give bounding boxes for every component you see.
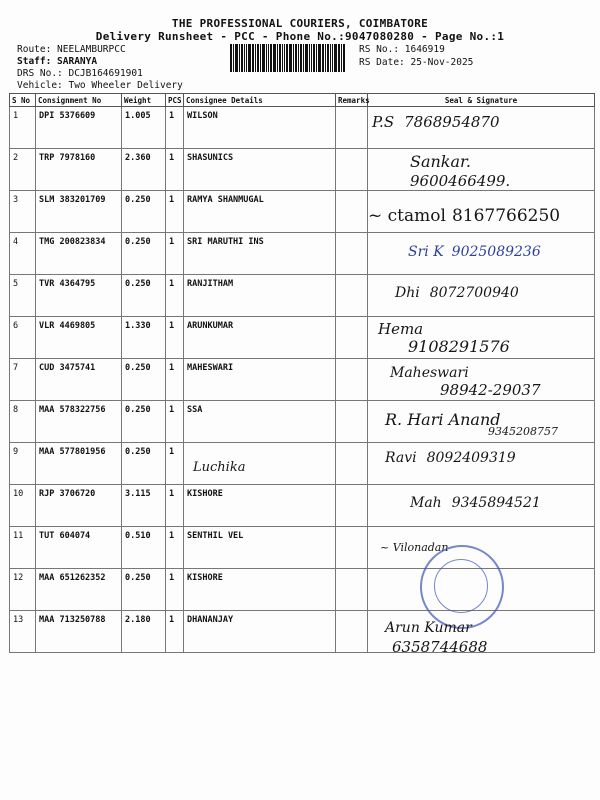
- row-weight: 0.250: [122, 359, 166, 401]
- row-pcs: 1: [166, 191, 184, 233]
- row-remarks: [336, 233, 368, 275]
- row-pcs: 1: [166, 527, 184, 569]
- row-sno: 6: [10, 317, 36, 359]
- row-pcs: 1: [166, 401, 184, 443]
- route-label: Route: NEELAMBURPCC: [17, 44, 126, 55]
- company-title: THE PROFESSIONAL COURIERS, COIMBATORE: [171, 17, 429, 30]
- handwritten-phone-6: 9108291576: [408, 337, 510, 356]
- table-row: [10, 611, 595, 653]
- row-sno: 1: [10, 107, 36, 149]
- row-pcs: 1: [166, 443, 184, 485]
- row-sno: 12: [10, 569, 36, 611]
- col-weight: Weight: [122, 94, 166, 107]
- row-consignee: WILSON: [184, 107, 336, 149]
- row-weight: 0.250: [122, 275, 166, 317]
- barcode: [230, 44, 352, 72]
- row-consignment: MAA 713250788: [36, 611, 122, 653]
- row-weight: 3.115: [122, 485, 166, 527]
- row-sno: 3: [10, 191, 36, 233]
- col-consignment: Consignment No: [36, 94, 122, 107]
- staff-label: Staff: SARANYA: [17, 56, 98, 67]
- row-sno: 9: [10, 443, 36, 485]
- row-remarks: [336, 569, 368, 611]
- row-weight: 0.250: [122, 233, 166, 275]
- row-consignment: MAA 651262352: [36, 569, 122, 611]
- table-row: [10, 107, 595, 149]
- row-consignee: KISHORE: [184, 569, 336, 611]
- row-consignment: TRP 7978160: [36, 149, 122, 191]
- handwritten-signature-13: Arun Kumar: [385, 620, 472, 636]
- row-sno: 8: [10, 401, 36, 443]
- table-row: [10, 527, 595, 569]
- col-sno: S No: [10, 94, 36, 107]
- row-sno: 4: [10, 233, 36, 275]
- row-consignee: KISHORE: [184, 485, 336, 527]
- row-consignee: SENTHIL VEL: [184, 527, 336, 569]
- row-pcs: 1: [166, 485, 184, 527]
- row-remarks: [336, 611, 368, 653]
- col-signature: Seal & Signature: [368, 94, 595, 107]
- col-pcs: PCS: [166, 94, 184, 107]
- row-weight: 2.180: [122, 611, 166, 653]
- handwritten-signature-9: Ravi 8092409319: [385, 450, 516, 466]
- row-remarks: [336, 443, 368, 485]
- row-consignee: MAHESWARI: [184, 359, 336, 401]
- row-pcs: 1: [166, 233, 184, 275]
- row-consignment: RJP 3706720: [36, 485, 122, 527]
- row-consignment: MAA 578322756: [36, 401, 122, 443]
- row-sno: 11: [10, 527, 36, 569]
- runsheet-subtitle: Delivery Runsheet - PCC - Phone No.:9047080280 - Page No.:1: [95, 30, 505, 43]
- row-remarks: [336, 191, 368, 233]
- row-pcs: 1: [166, 107, 184, 149]
- handwritten-phone-7: 98942-29037: [440, 381, 541, 399]
- row-sno: 10: [10, 485, 36, 527]
- row-remarks: [336, 149, 368, 191]
- row-consignee: RAMYA SHANMUGAL: [184, 191, 336, 233]
- handwritten-signature-5: Dhi 8072700940: [395, 285, 519, 301]
- col-remarks: Remarks: [336, 94, 368, 107]
- handwritten-signature-7: Maheswari: [390, 365, 469, 381]
- handwritten-signature-2: Sankar.: [410, 152, 472, 171]
- row-consignee: DHANANJAY: [184, 611, 336, 653]
- row-pcs: 1: [166, 569, 184, 611]
- drs-label: DRS No.: DCJB164691901: [17, 68, 143, 79]
- row-consignment: MAA 577801956: [36, 443, 122, 485]
- handwritten-signature-11: ~ Vilonadan: [380, 541, 449, 554]
- handwritten-consignee-9: Luchika: [193, 460, 246, 475]
- row-remarks: [336, 359, 368, 401]
- row-consignee: SSA: [184, 401, 336, 443]
- row-weight: 1.005: [122, 107, 166, 149]
- row-remarks: [336, 485, 368, 527]
- row-weight: 0.250: [122, 401, 166, 443]
- rs-date: RS Date: 25-Nov-2025: [359, 57, 474, 68]
- rs-number: RS No.: 1646919: [359, 44, 445, 55]
- handwritten-signature-10: Mah 9345894521: [410, 495, 541, 511]
- row-sno: 13: [10, 611, 36, 653]
- row-weight: 1.330: [122, 317, 166, 359]
- row-pcs: 1: [166, 611, 184, 653]
- row-consignee: SRI MARUTHI INS: [184, 233, 336, 275]
- handwritten-phone-2: 9600466499.: [410, 172, 511, 190]
- row-consignee: ARUNKUMAR: [184, 317, 336, 359]
- col-consignee: Consignee Details: [184, 94, 336, 107]
- row-consignment: TMG 200823834: [36, 233, 122, 275]
- handwritten-signature-4: Sri K 9025089236: [408, 244, 541, 260]
- row-consignment: TUT 604074: [36, 527, 122, 569]
- handwritten-signature-1: P.S 7868954870: [372, 113, 500, 131]
- row-pcs: 1: [166, 149, 184, 191]
- row-sno: 7: [10, 359, 36, 401]
- seal-stamp: [420, 545, 504, 629]
- row-weight: 0.250: [122, 569, 166, 611]
- row-consignment: CUD 3475741: [36, 359, 122, 401]
- row-consignment: SLM 383201709: [36, 191, 122, 233]
- row-remarks: [336, 317, 368, 359]
- row-sno: 2: [10, 149, 36, 191]
- row-consignee: SHASUNICS: [184, 149, 336, 191]
- row-consignee: RANJITHAM: [184, 275, 336, 317]
- row-remarks: [336, 275, 368, 317]
- handwritten-phone-13: 6358744688: [392, 638, 488, 656]
- handwritten-signature-8: R. Hari Anand: [385, 410, 501, 429]
- row-sno: 5: [10, 275, 36, 317]
- row-weight: 0.250: [122, 191, 166, 233]
- table-header-row: [10, 94, 595, 107]
- row-remarks: [336, 107, 368, 149]
- row-consignment: DPI 5376609: [36, 107, 122, 149]
- row-pcs: 1: [166, 275, 184, 317]
- vehicle-label: Vehicle: Two Wheeler Delivery: [17, 80, 183, 91]
- handwritten-signature-3: ~ ctamol 8167766250: [368, 206, 561, 226]
- row-remarks: [336, 527, 368, 569]
- row-weight: 0.250: [122, 443, 166, 485]
- row-consignment: VLR 4469805: [36, 317, 122, 359]
- row-weight: 2.360: [122, 149, 166, 191]
- row-pcs: 1: [166, 317, 184, 359]
- handwritten-signature-6: Hema: [378, 320, 424, 338]
- row-pcs: 1: [166, 359, 184, 401]
- row-remarks: [336, 401, 368, 443]
- row-consignment: TVR 4364795: [36, 275, 122, 317]
- row-weight: 0.510: [122, 527, 166, 569]
- handwritten-phone-8: 9345208757: [488, 425, 558, 438]
- table-row: [10, 569, 595, 611]
